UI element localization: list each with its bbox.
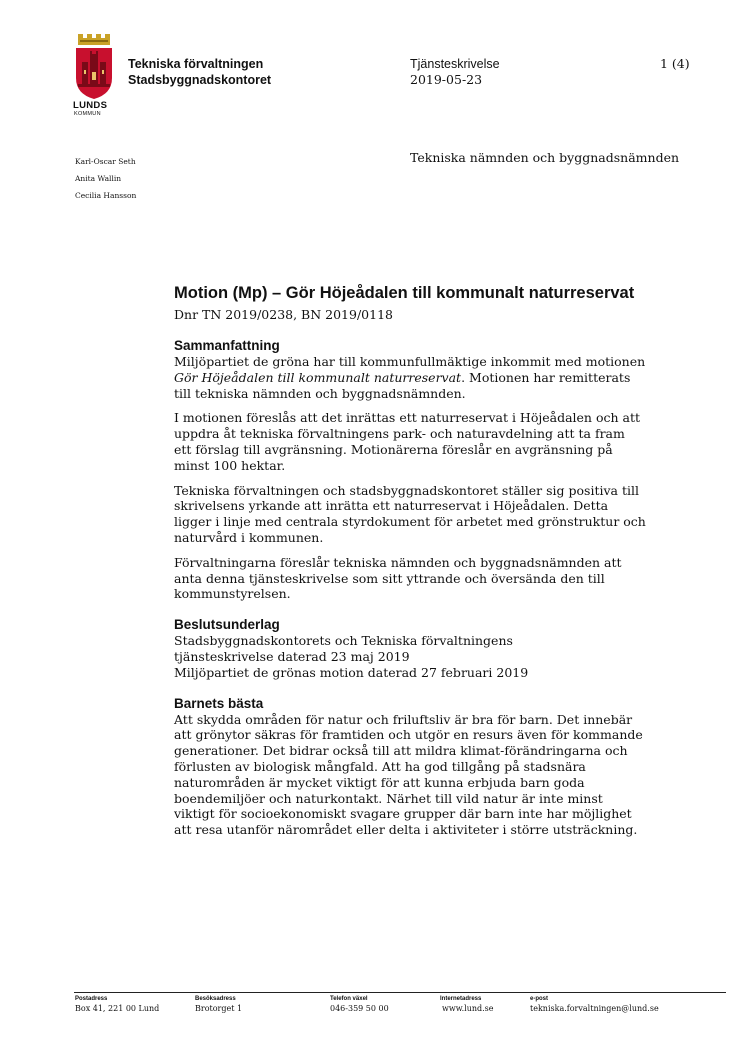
page-number: 1 (4): [660, 56, 690, 71]
document-type: Tjänsteskrivelse: [410, 57, 500, 71]
section-heading-sammanfattning: Sammanfattning: [174, 338, 280, 353]
author-name: Karl-Oscar Seth: [75, 157, 136, 166]
website-link[interactable]: www.lund.se: [442, 1004, 494, 1013]
motion-title-italic: Gör Höjeådalen till kommunalt naturreservat: [174, 369, 462, 385]
document-body: [174, 283, 646, 847]
paragraph: Tekniska förvaltningen och stadsbyggnadskontoret ställer sig positiva till skrivelsens yrkande att inrätta ett naturreservat i Höjeådalen. Detta ligger i linje med centrala styrdokument för arbetet med grönstruktur och naturvård i kommunen.: [174, 482, 646, 545]
footer-divider: [74, 992, 726, 993]
paragraph: I motionen föreslås att det inrättas ett naturreservat i Höjeådalen och att uppdra åt tekniska förvaltningens park- och naturavdelning att ta fram ett förslag till avgränsning. Motionärerna föreslår en avgränsning på minst 100 hektar.: [174, 410, 641, 473]
author-list: [75, 153, 136, 204]
footer-website: Internetadress www.lund.se: [440, 996, 494, 1013]
document-date: 2019-05-23: [410, 72, 483, 87]
author-name: Cecilia Hansson: [75, 191, 137, 200]
reference-line: Stadsbyggnadskontorets och Tekniska förvaltningens: [174, 633, 513, 649]
organization-block: [128, 56, 271, 88]
reference-line: Miljöpartiet de grönas motion daterad 27 februari 2019: [174, 664, 529, 680]
paragraph: Förvaltningarna föreslår tekniska nämnden och byggnadsnämnden att anta denna tjänsteskrivelse som sitt yttrande och översända den till kommunstyrelsen.: [174, 554, 622, 602]
author-name: Anita Wallin: [75, 174, 122, 183]
org-name-2: Stadsbyggnadskontoret: [128, 73, 272, 87]
reference-number: Dnr TN 2019/0238, BN 2019/0118: [174, 307, 393, 322]
footer-visiting-address: Besöksadress Brotorget 1: [195, 996, 243, 1013]
document-title: Motion (Mp) – Gör Höjeådalen till kommunalt naturreservat: [174, 284, 635, 302]
section-heading-beslutsunderlag: Beslutsunderlag: [174, 617, 280, 633]
paragraph: Miljöpartiet de gröna har till kommunfullmäktige inkommit med motionen Gör Höjeådalen till kommunalt naturreservat. Motionen har remitterats till tekniska nämnden och byggnadsnämnden.: [174, 354, 646, 401]
email-link[interactable]: tekniska.forvaltningen@lund.se: [530, 1004, 659, 1013]
paragraph: Att skydda områden för natur och friluftsliv är bra för barn. Det innebär att grönytor säkras för framtiden och utgör en resurs även för kommande generationer. Det bidrar också till att mildra klimat-förändringarna och förlusten av biologisk mångfald. Att ha god tillgång på stadsnära naturområden är mycket viktigt för att kunna erbjuda barn goda boendemiljöer och naturkontakt. Närhet till vild natur är inte minst viktigt för socioekonomiskt svagare grupper där barn inte har möjlighet att resa utanför närområdet eller delta i aktiviteter i större utsträckning.: [174, 711, 643, 838]
footer-email: e-post tekniska.forvaltningen@lund.se: [530, 996, 659, 1013]
org-name-1: Tekniska förvaltningen: [128, 57, 264, 71]
section-heading-barnets-basta: Barnets bästa: [174, 695, 264, 711]
recipient: Tekniska nämnden och byggnadsnämnden: [410, 150, 680, 165]
footer-postal-address: Postadress Box 41, 221 00 Lund: [75, 996, 160, 1013]
reference-line: tjänsteskrivelse daterad 23 maj 2019: [174, 648, 410, 664]
logo-text-lunds: LUNDS: [73, 100, 108, 111]
footer-phone: Telefon växel 046-359 50 00: [330, 996, 389, 1013]
document-type-block: [410, 56, 500, 88]
coat-of-arms-icon: [74, 34, 114, 100]
logo-text-kommun: KOMMUN: [74, 111, 101, 117]
